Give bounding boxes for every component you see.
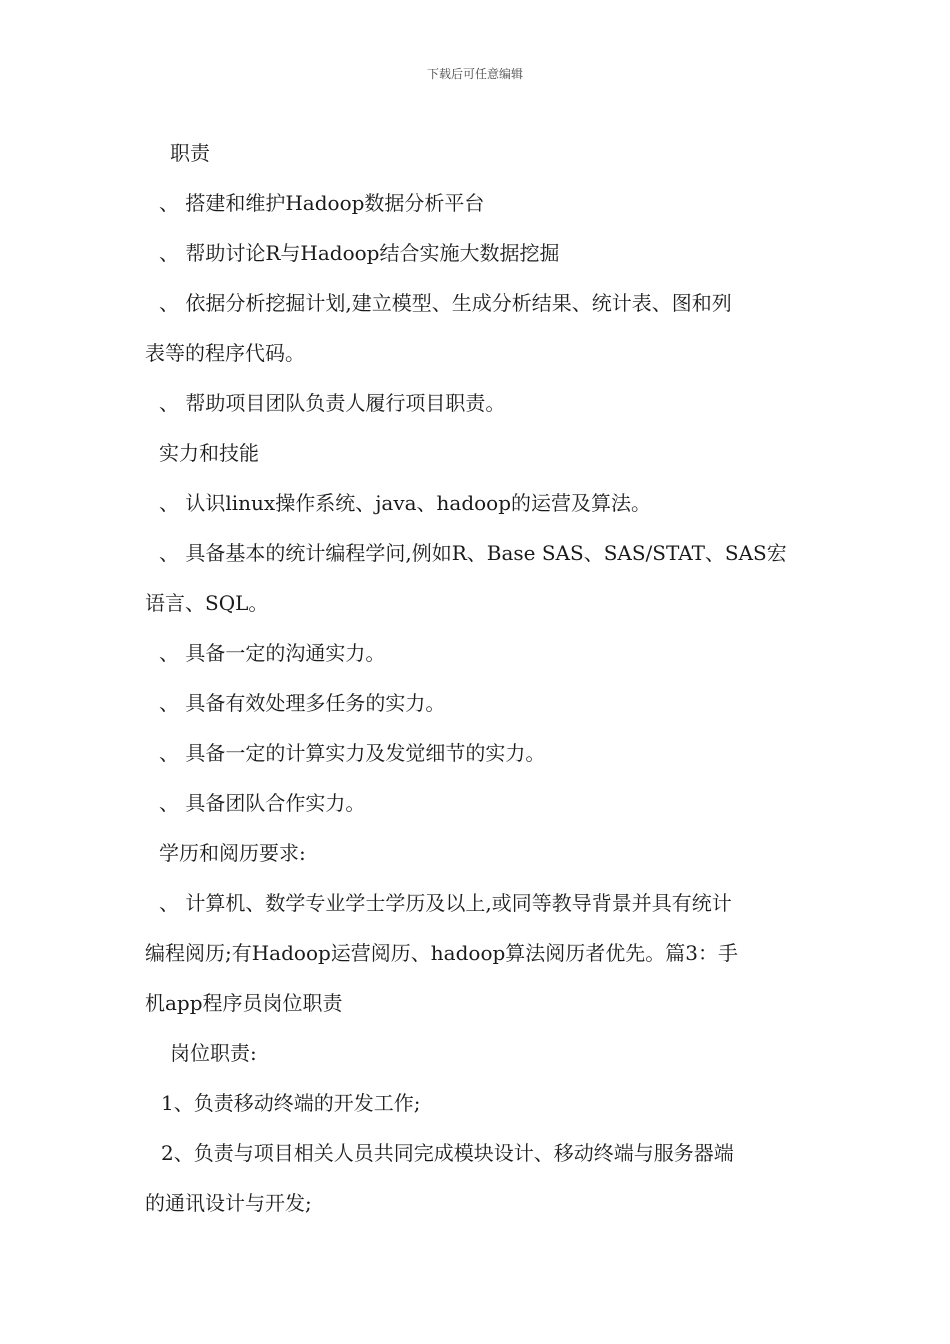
skill-item-4: 、 具备有效处理多任务的实力。	[159, 691, 446, 715]
duty-item-3: 、 依据分析挖掘计划,建立模型、生成分析结果、统计表、图和列	[159, 291, 732, 315]
section-title-app-developer: 机app程序员岗位职责	[145, 991, 343, 1015]
duty-item-3-cont: 表等的程序代码。	[145, 341, 305, 365]
heading-duties: 职责	[170, 141, 210, 165]
heading-job-duties: 岗位职责:	[170, 1041, 257, 1065]
job-duty-item-2: 2、负责与项目相关人员共同完成模块设计、移动终端与服务器端	[161, 1141, 734, 1165]
skill-item-2: 、 具备基本的统计编程学问,例如R、Base SAS、SAS/STAT、SAS宏	[159, 541, 787, 565]
page-header: 下载后可任意编辑	[426, 67, 523, 81]
heading-education: 学历和阅历要求:	[159, 841, 306, 865]
duty-item-2: 、 帮助讨论R与Hadoop结合实施大数据挖掘	[159, 241, 560, 265]
job-duty-item-2-cont: 的通讯设计与开发;	[145, 1191, 312, 1215]
document-body	[145, 128, 807, 1228]
skill-item-1: 、 认识linux操作系统、java、hadoop的运营及算法。	[159, 491, 652, 515]
duty-item-1: 、 搭建和维护Hadoop数据分析平台	[159, 191, 485, 215]
skill-item-5: 、 具备一定的计算实力及发觉细节的实力。	[159, 741, 546, 765]
skill-item-3: 、 具备一定的沟通实力。	[159, 641, 386, 665]
heading-skills: 实力和技能	[159, 441, 259, 465]
education-item-1: 、 计算机、数学专业学士学历及以上,或同等教导背景并具有统计	[159, 891, 732, 915]
skill-item-2-cont: 语言、SQL。	[145, 591, 269, 615]
duty-item-4: 、 帮助项目团队负责人履行项目职责。	[159, 391, 506, 415]
education-item-1-cont: 编程阅历;有Hadoop运营阅历、hadoop算法阅历者优先。篇3：手	[145, 941, 739, 965]
job-duty-item-1: 1、负责移动终端的开发工作;	[161, 1091, 421, 1115]
skill-item-6: 、 具备团队合作实力。	[159, 791, 366, 815]
